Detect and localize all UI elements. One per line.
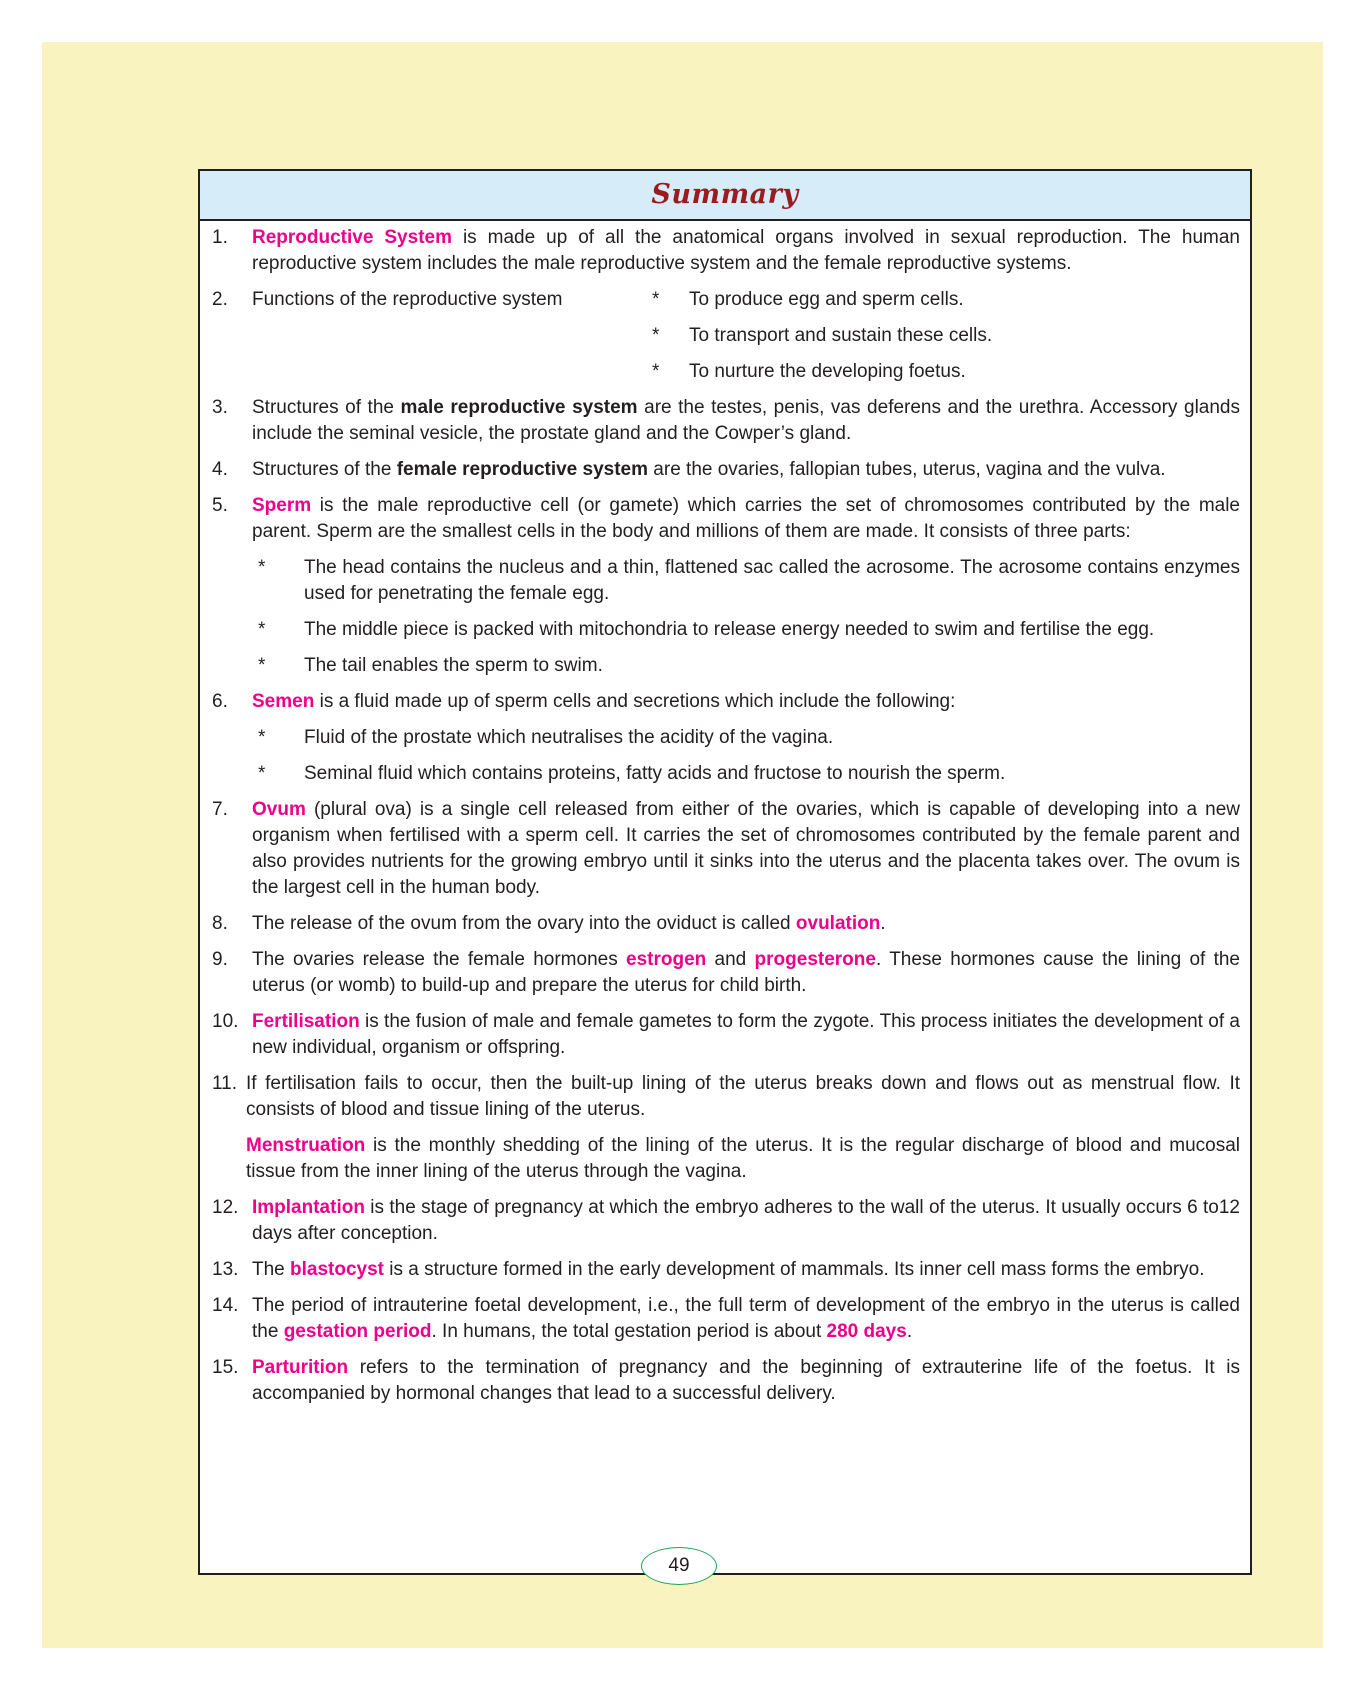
text-segment: Structures of the xyxy=(252,397,401,418)
item-number: 13. xyxy=(212,1259,239,1280)
summary-item xyxy=(200,1293,1250,1345)
summary-item xyxy=(200,1355,1250,1407)
text-segment: . xyxy=(880,913,886,934)
keyword: Sperm xyxy=(252,495,312,516)
item-number: 7. xyxy=(212,799,228,820)
functions-row xyxy=(200,323,1250,349)
sub-bullet-text: Seminal fluid which contains proteins, fatty acids and fructose to nourish the sperm. xyxy=(304,763,1006,784)
bullet-asterisk: * xyxy=(258,763,266,784)
summary-item xyxy=(200,225,1250,277)
item-number: 12. xyxy=(212,1197,239,1218)
summary-item xyxy=(200,1071,1250,1123)
sub-bullet xyxy=(200,555,1250,607)
text-segment: is the monthly shedding of the lining of the uterus. It is the regular discharge of blood and mucosal tissue from the inner lining of the uterus through the vagina. xyxy=(246,1135,1240,1182)
keyword: ovulation xyxy=(795,913,881,934)
bullet-asterisk: * xyxy=(258,557,266,578)
keyword: 280 days xyxy=(826,1321,907,1342)
keyword: Menstruation xyxy=(246,1135,366,1156)
sub-bullet xyxy=(200,725,1250,751)
sub-bullet-text: The middle piece is packed with mitochondria to release energy needed to swim and fertilise the egg. xyxy=(304,619,1155,640)
summary-item xyxy=(200,1195,1250,1247)
keyword: Implantation xyxy=(252,1197,365,1218)
item-number: 1. xyxy=(212,227,228,248)
bullet-asterisk: * xyxy=(258,619,266,640)
text-segment: is the fusion of male and female gametes to form the zygote. This process initiates the development of a new individual, organism or offspring. xyxy=(252,1011,1240,1058)
keyword: Semen xyxy=(252,691,315,712)
item-number: 5. xyxy=(212,495,228,516)
text-segment: The release of the ovum from the ovary into the oviduct is called xyxy=(252,913,796,934)
summary-item xyxy=(200,1009,1250,1061)
text-segment: is a structure formed in the early development of mammals. Its inner cell mass forms the embryo. xyxy=(384,1259,1205,1280)
bold-term: female reproductive system xyxy=(396,459,649,480)
text-segment: . xyxy=(906,1321,913,1342)
bullet-asterisk: * xyxy=(652,289,660,310)
summary-item xyxy=(200,797,1250,901)
text-segment: (plural ova) is a single cell released from either of the ovaries, which is capable of developing into a new organism when fertilised with a sperm cell. It carries the set of chromosomes contributed by the female parent and also provides nutrients for the growing embryo until it sinks into the uterus and the placenta takes over. The ovum is the largest cell in the human body. xyxy=(252,799,1240,898)
keyword: blastocyst xyxy=(290,1259,385,1280)
text-segment: . These hormones cause the lining of the uterus (or womb) to build-up and prepare the uterus for child birth. xyxy=(252,949,1240,996)
page-number: 49 xyxy=(641,1547,717,1585)
item-number: 14. xyxy=(212,1295,239,1316)
sub-bullet xyxy=(200,761,1250,787)
item-number: 2. xyxy=(212,289,228,310)
sub-bullet xyxy=(200,653,1250,679)
text-segment: refers to the termination of pregnancy and the beginning of extrauterine life of the foetus. It is accompanied by hormonal changes that lead to a successful delivery. xyxy=(252,1357,1240,1404)
bullet-asterisk: * xyxy=(652,325,660,346)
bullet-asterisk: * xyxy=(652,361,660,382)
text-segment: is the male reproductive cell (or gamete) which carries the set of chromosomes contributed by the male parent. Sperm are the smallest cells in the body and millions of them are made. It consists of three parts: xyxy=(252,495,1240,542)
item-number: 3. xyxy=(212,397,228,418)
function-bullet: To produce egg and sperm cells. xyxy=(689,289,964,310)
keyword: Fertilisation xyxy=(252,1011,360,1032)
keyword: progesterone xyxy=(754,949,876,970)
summary-item xyxy=(200,911,1250,937)
summary-item xyxy=(200,1257,1250,1283)
functions-row xyxy=(200,287,1250,313)
item-number: 9. xyxy=(212,949,228,970)
text-segment: The ovaries release the female hormones xyxy=(252,949,626,970)
item-number: 15. xyxy=(212,1357,239,1378)
functions-label: Functions of the reproductive system xyxy=(252,289,563,310)
sub-bullet-text: Fluid of the prostate which neutralises the acidity of the vagina. xyxy=(304,727,834,748)
sub-bullet-text: The tail enables the sperm to swim. xyxy=(304,655,603,676)
text-segment: are the ovaries, fallopian tubes, uterus, vagina and the vulva. xyxy=(648,459,1166,480)
item-note xyxy=(200,1133,1250,1185)
summary-list xyxy=(200,225,1250,1417)
item-number: 4. xyxy=(212,459,228,480)
keyword: Reproductive System xyxy=(252,227,452,248)
summary-item xyxy=(200,947,1250,999)
keyword: estrogen xyxy=(626,949,707,970)
text-segment: The period of intrauterine foetal development, i.e., the full term of development of the embryo in the uterus is called the xyxy=(252,1295,1240,1342)
text-segment: and xyxy=(706,949,755,970)
text-segment: is the stage of pregnancy at which the embryo adheres to the wall of the uterus. It usually occurs 6 to12 days after conception. xyxy=(252,1197,1240,1244)
bullet-asterisk: * xyxy=(258,727,266,748)
keyword: Parturition xyxy=(252,1357,349,1378)
functions-row xyxy=(200,359,1250,385)
item-number: 11. xyxy=(212,1073,238,1094)
summary-header xyxy=(200,171,1250,221)
text-segment: is made up of all the anatomical organs involved in sexual reproduction. The human reproductive system includes the male reproductive system and the female reproductive systems. xyxy=(252,227,1240,274)
sub-bullet-text: The head contains the nucleus and a thin, flattened sac called the acrosome. The acrosome contains enzymes used for penetrating the female egg. xyxy=(304,557,1240,604)
bold-term: male reproductive system xyxy=(400,397,638,418)
text-segment: Structures of the xyxy=(252,459,397,480)
item-number: 10. xyxy=(212,1011,239,1032)
summary-title: Summary xyxy=(651,179,799,210)
summary-item xyxy=(200,395,1250,447)
text-segment: is a fluid made up of sperm cells and secretions which include the following: xyxy=(314,691,956,712)
item-number: 8. xyxy=(212,913,228,934)
keyword: gestation period xyxy=(283,1321,432,1342)
keyword: Ovum xyxy=(252,799,306,820)
sub-bullet xyxy=(200,617,1250,643)
text-segment: . In humans, the total gestation period is about xyxy=(431,1321,827,1342)
summary-item xyxy=(200,457,1250,483)
text-segment: If fertilisation fails to occur, then the built-up lining of the uterus breaks down and flows out as menstrual flow. It consists of blood and tissue lining of the uterus. xyxy=(246,1073,1240,1120)
summary-box xyxy=(198,169,1252,1575)
item-number: 6. xyxy=(212,691,228,712)
function-bullet: To nurture the developing foetus. xyxy=(689,361,966,382)
text-segment: are the testes, penis, vas deferens and the urethra. Accessory glands include the seminal vesicle, the prostate gland and the Cowper’s gland. xyxy=(252,397,1240,444)
summary-item xyxy=(200,493,1250,545)
bullet-asterisk: * xyxy=(258,655,266,676)
function-bullet: To transport and sustain these cells. xyxy=(689,325,993,346)
text-segment: The xyxy=(252,1259,291,1280)
summary-item xyxy=(200,689,1250,715)
page-background xyxy=(42,42,1323,1648)
